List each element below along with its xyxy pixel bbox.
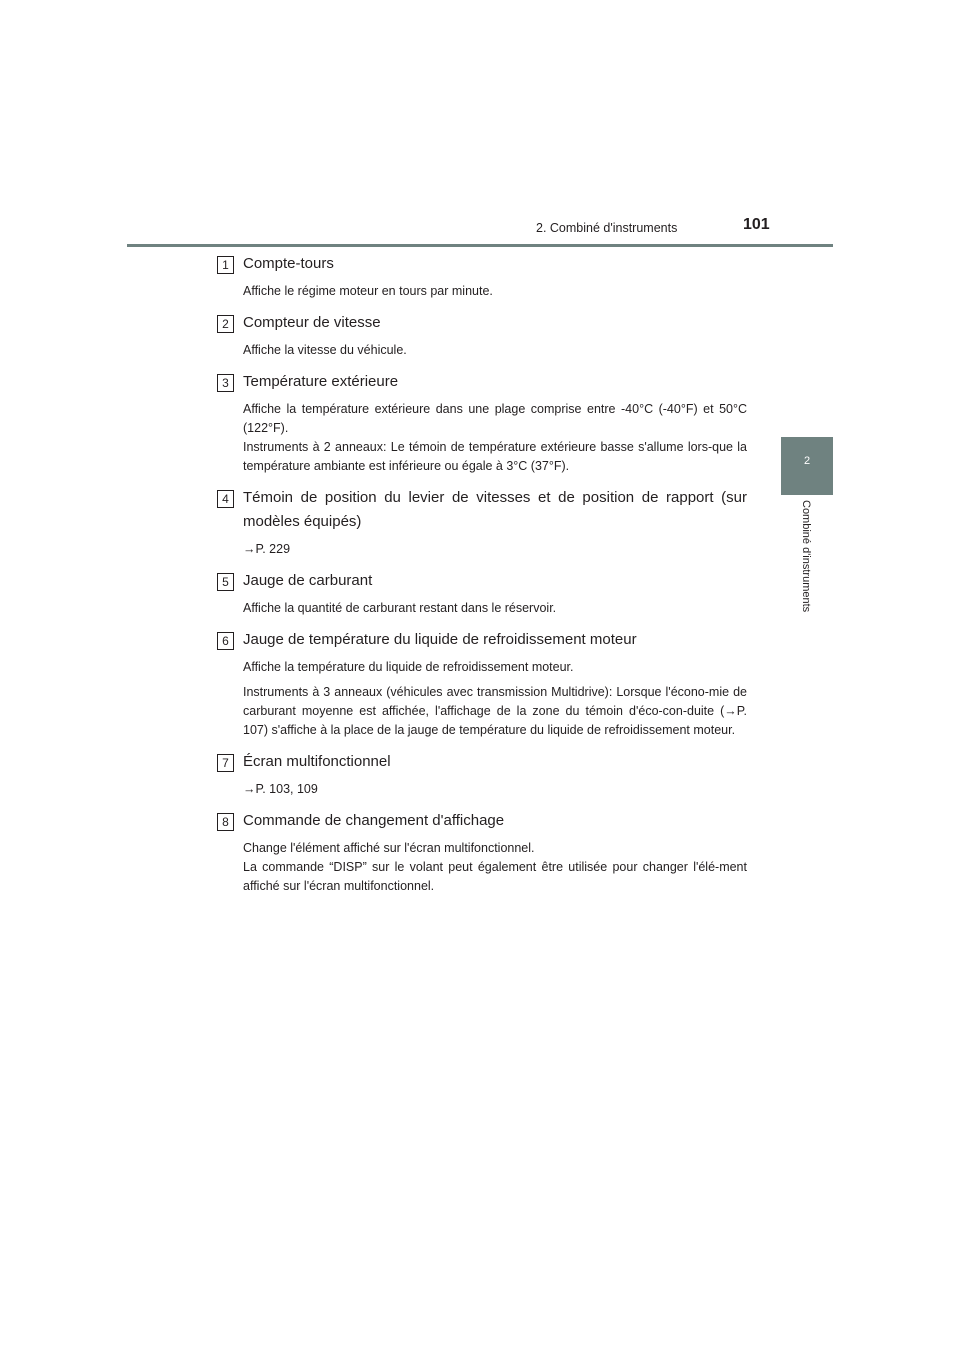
item-number-badge: 6 — [217, 632, 234, 650]
item-description: Affiche la quantité de carburant restant dans le réservoir. — [243, 601, 557, 615]
item-description: La commande “DISP” sur le volant peut également être utilisée pour changer l'élé-ment affiché sur l'écran multifonctionnel. — [243, 860, 747, 893]
list-item — [217, 809, 747, 896]
header-section-title: 2. Combiné d'instruments — [536, 221, 678, 235]
list-item — [217, 370, 747, 476]
item-description: Change l'élément affiché sur l'écran multifonctionnel. — [243, 841, 535, 855]
list-item — [217, 252, 747, 301]
item-title: Écran multifonctionnel — [243, 753, 391, 770]
item-number-badge: 4 — [217, 490, 234, 508]
item-number-badge: 2 — [217, 315, 234, 333]
page-number: 101 — [743, 216, 770, 233]
item-description: Affiche la température extérieure dans une plage comprise entre -40°C (-40°F) et 50°C (122°F). — [243, 402, 747, 435]
item-title: Jauge de température du liquide de refroidissement moteur — [243, 631, 637, 648]
item-number-badge: 5 — [217, 573, 234, 591]
item-title: Jauge de carburant — [243, 572, 373, 589]
item-number-badge: 1 — [217, 256, 234, 274]
item-number-badge: 7 — [217, 754, 234, 772]
chapter-tab-number: 2 — [803, 455, 811, 467]
header-rule — [127, 244, 833, 247]
chapter-tab-label: Combiné d'instruments — [800, 500, 812, 613]
item-number-badge: 8 — [217, 813, 234, 831]
item-description: Affiche le régime moteur en tours par minute. — [243, 284, 493, 298]
list-item — [217, 569, 747, 618]
item-title: Commande de changement d'affichage — [243, 812, 505, 829]
list-item — [217, 750, 747, 799]
list-item — [217, 486, 747, 559]
page-reference-link[interactable]: →P. 103, 109 — [243, 782, 318, 796]
item-description: Affiche la vitesse du véhicule. — [243, 343, 407, 357]
item-title: Température extérieure — [243, 373, 399, 390]
item-title: Témoin de position du levier de vitesses et de position de rapport (sur modèles équipés) — [243, 489, 747, 530]
item-number-badge: 3 — [217, 374, 234, 392]
item-title: Compteur de vitesse — [243, 314, 381, 331]
page-reference-link[interactable]: →P. 229 — [243, 542, 291, 556]
item-description: Instruments à 3 anneaux (véhicules avec transmission Multidrive): Lorsque l'écono-mie de carburant moyenne est affichée, l'affichage de la zone du témoin d'éco-con-duite (→P. 107) s'affiche à la place de la jauge de température du liquide de refroidissement moteur. — [243, 685, 747, 737]
item-description: Affiche la température du liquide de refroidissement moteur. — [243, 660, 574, 674]
list-item — [217, 628, 747, 740]
chapter-tab — [781, 437, 833, 495]
item-title: Compte-tours — [243, 255, 334, 272]
item-list — [217, 252, 747, 906]
item-description: Instruments à 2 anneaux: Le témoin de température extérieure basse s'allume lors-que la température ambiante est inférieure ou égale à 3°C (37°F). — [243, 440, 747, 473]
list-item — [217, 311, 747, 360]
